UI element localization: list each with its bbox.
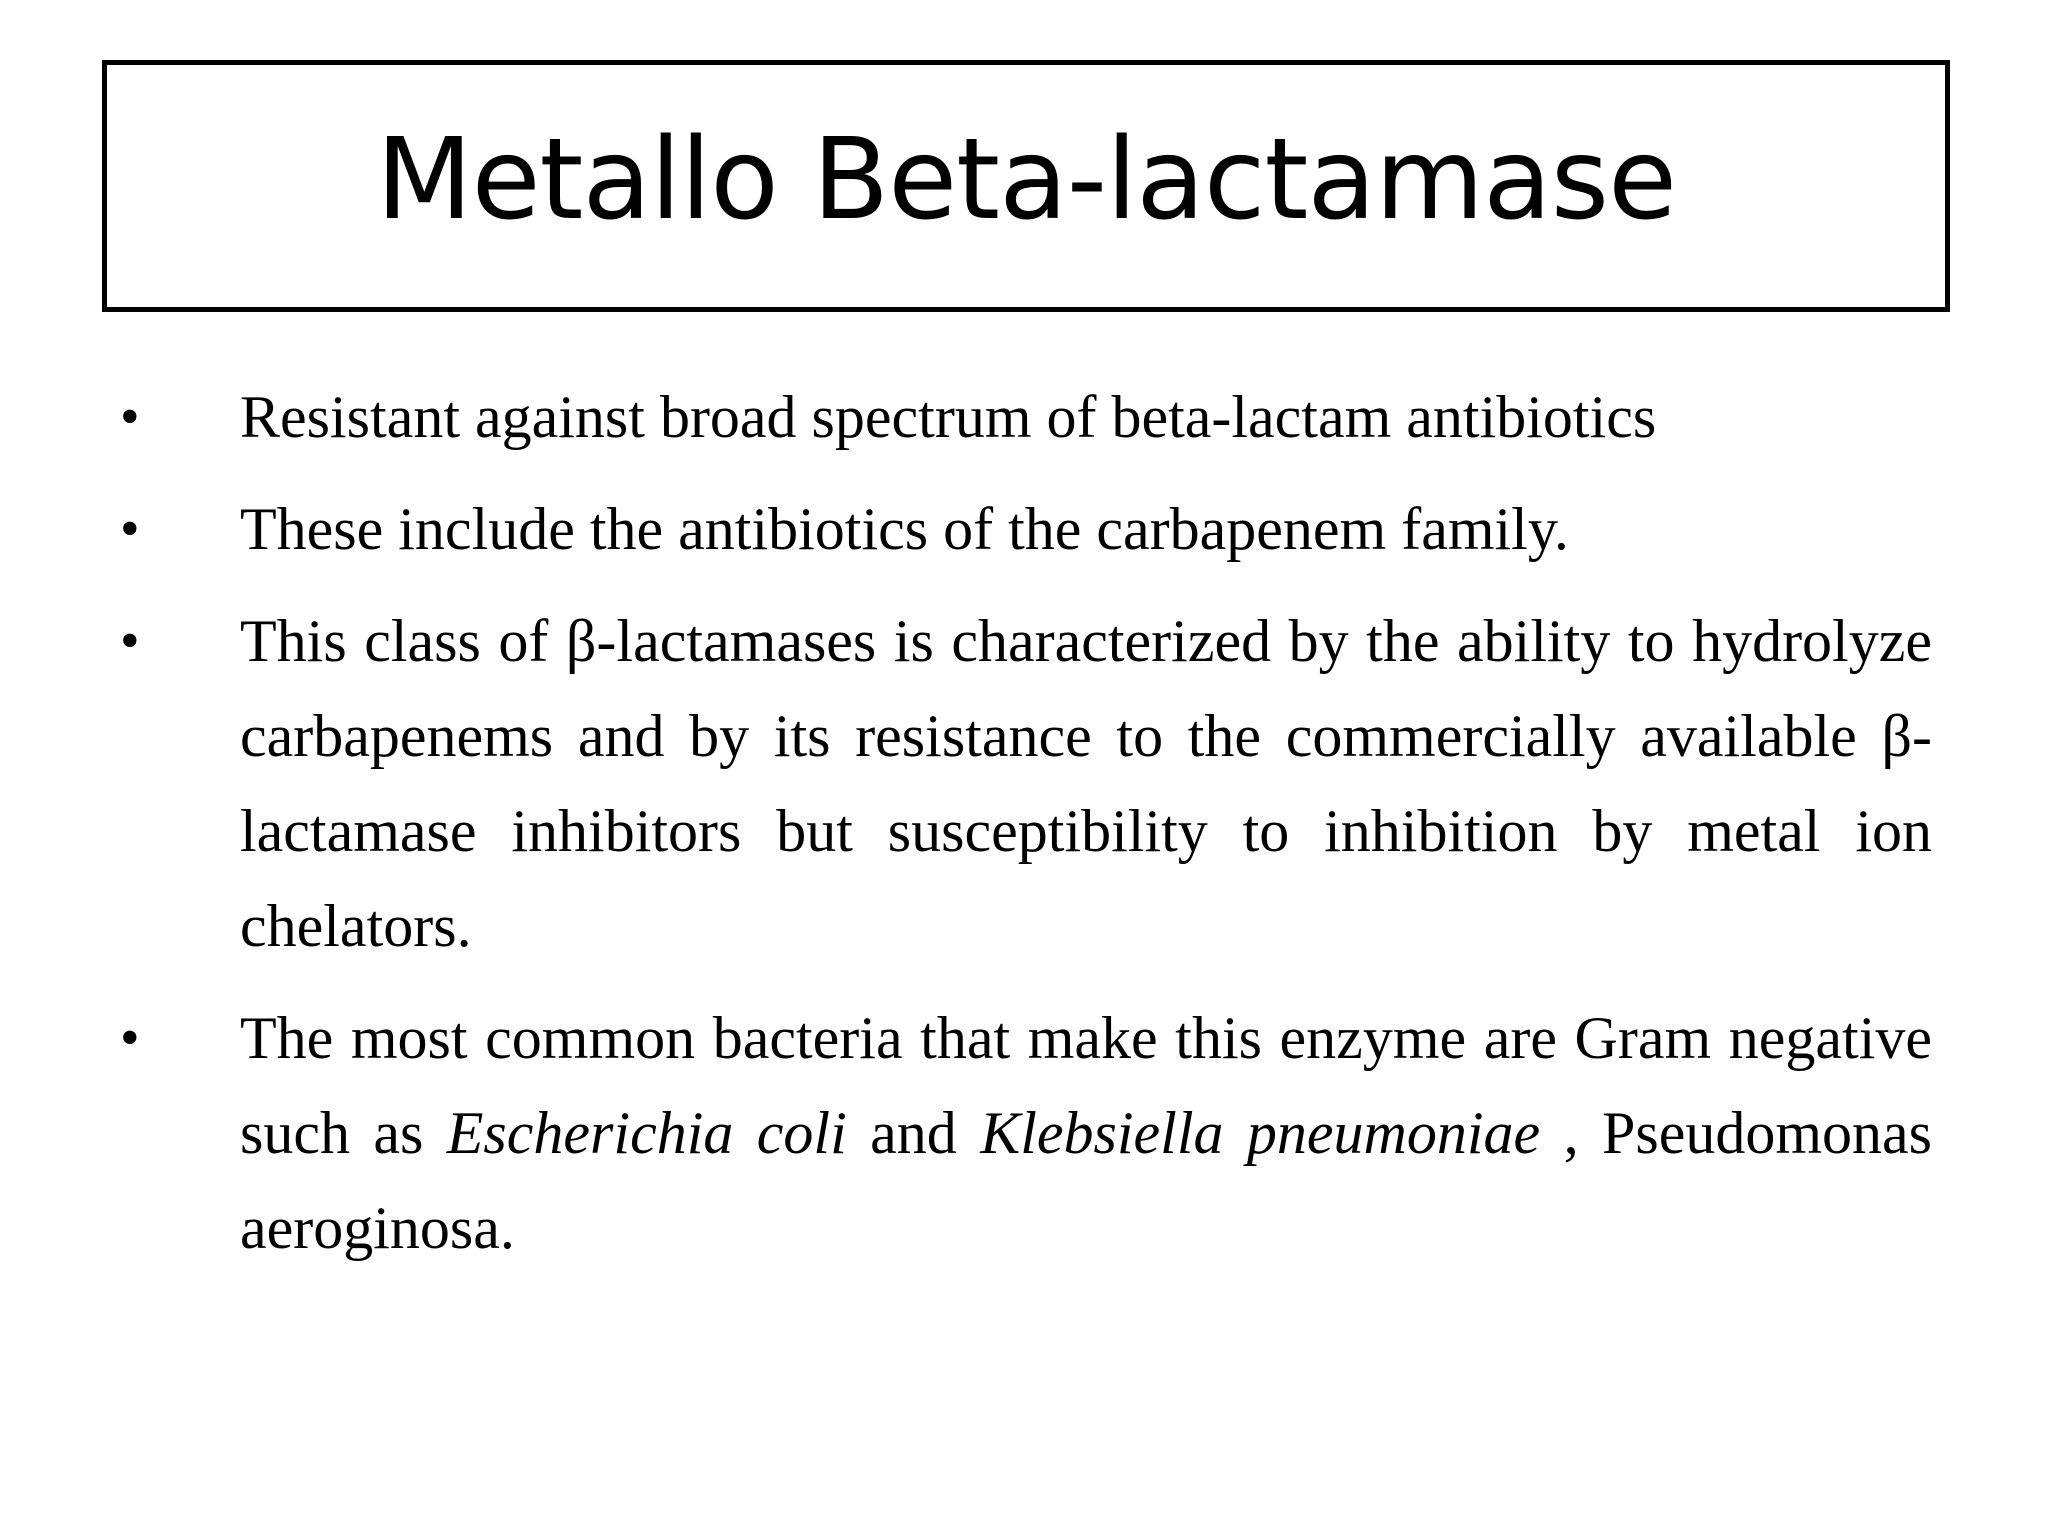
slide-title: Metallo Beta-lactamase	[375, 115, 1676, 245]
bullet-text-part: The most common bacteria that make this enzyme are Gram negative such as	[240, 1005, 1932, 1166]
bullet-icon: •	[120, 386, 140, 448]
organism-name: Klebsiella pneumoniae	[980, 1100, 1541, 1166]
bullet-list	[0, 370, 2048, 1293]
bullet-icon: •	[120, 498, 140, 560]
bullet-item	[0, 482, 2048, 577]
bullet-icon: •	[120, 610, 140, 672]
bullet-text: This class of β-lactamases is characterized by the ability to hydrolyze carbapenems and by its resistance to the commercially available β-lactamase inhibitors but susceptibility to inhibition by metal ion chelators.	[240, 608, 1932, 959]
bullet-icon: •	[120, 1007, 140, 1069]
bullet-text	[240, 991, 1932, 1276]
organism-name: Escherichia coli	[446, 1100, 847, 1166]
bullet-text-part: and	[846, 1100, 981, 1166]
title-box	[102, 60, 1950, 312]
bullet-item	[0, 594, 2048, 974]
bullet-item	[0, 991, 2048, 1276]
bullet-text: Resistant against broad spectrum of beta-lactam antibiotics	[240, 384, 1657, 450]
bullet-text-part: , Pseudomonas aeroginosa.	[240, 1100, 1932, 1261]
bullet-item	[0, 370, 2048, 465]
bullet-text: These include the antibiotics of the carbapenem family.	[240, 496, 1569, 562]
